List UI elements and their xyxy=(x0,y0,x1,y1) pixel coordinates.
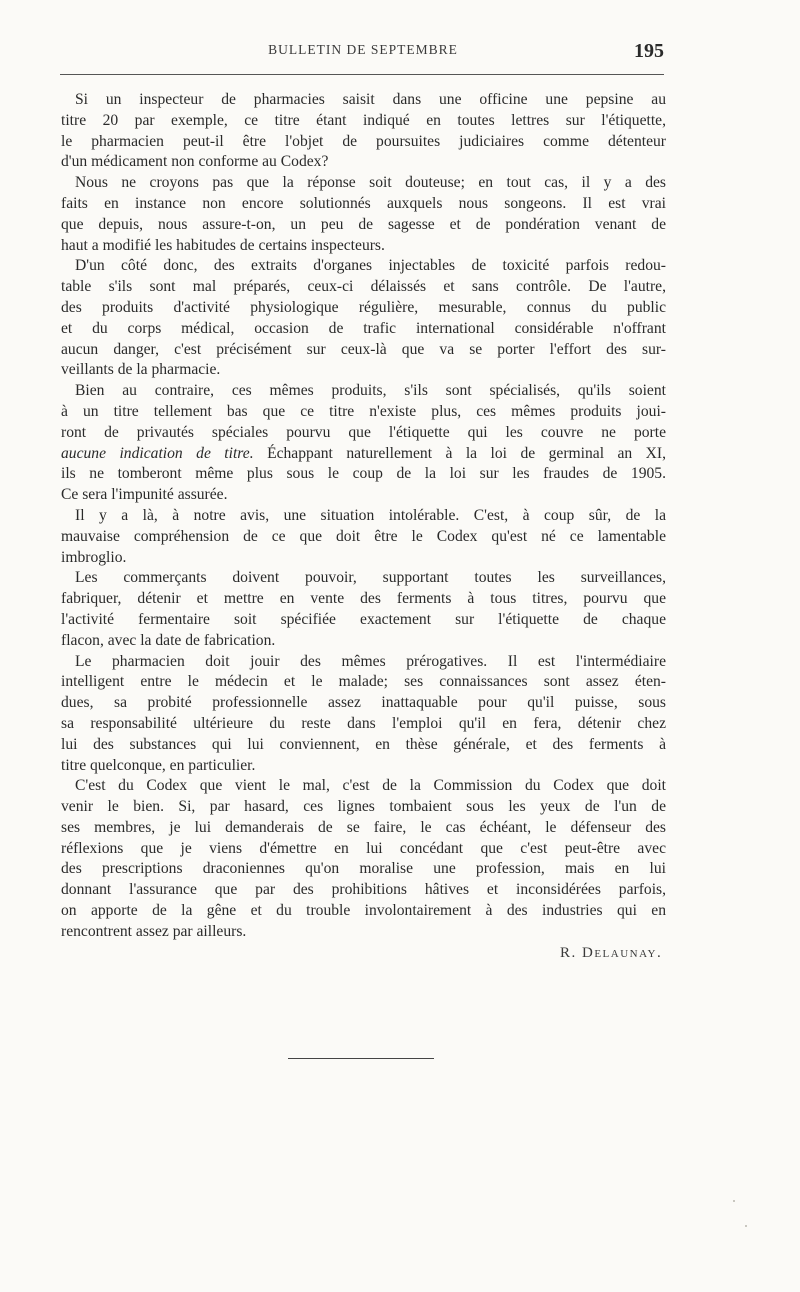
text-line: imbroglio. xyxy=(61,548,127,566)
running-title: BULLETIN DE SEPTEMBRE xyxy=(268,42,458,57)
text-line: des prescriptions draconiennes qu'on moralise une profession, mais en lui xyxy=(61,860,666,878)
text-line: Les commerçants doivent pouvoir, supportant toutes les surveillances, xyxy=(75,569,666,587)
article-body xyxy=(61,90,666,943)
text-line: d'un médicament non conforme au Codex? xyxy=(61,153,329,171)
text-line: D'un côté donc, des extraits d'organes injectables de toxicité parfois redou- xyxy=(75,257,666,275)
text-line: Bien au contraire, ces mêmes produits, s'ils sont spécialisés, qu'ils soient xyxy=(75,382,666,400)
text-line: que depuis, nous assure-t-on, un peu de sagesse et de pondération venant de xyxy=(61,215,666,233)
text-line: Le pharmacien doit jouir des mêmes prérogatives. Il est l'intermédiaire xyxy=(75,652,666,670)
text-line: lui des substances qui lui conviennent, en thèse générale, et des ferments à xyxy=(61,735,666,753)
text-line: ils ne tomberont même plus sous le coup de la loi sur les fraudes de 1905. xyxy=(61,465,666,483)
text-line: Nous ne croyons pas que la réponse soit douteuse; en tout cas, il y a des xyxy=(75,174,666,192)
text-line: flacon, avec la date de fabrication. xyxy=(61,631,276,649)
text-line: sa responsabilité ultérieure du reste dans l'emploi qu'il en fera, détenir chez xyxy=(61,714,666,732)
text-line: des produits d'activité physiologique régulière, mesurable, connus du public xyxy=(61,298,666,316)
text-line: dues, sa probité professionnelle assez inattaquable pour qu'il puisse, sous xyxy=(61,694,666,712)
text-line: et du corps médical, occasion de trafic international considérable n'offrant xyxy=(61,319,666,337)
text-line: réflexions que je viens d'émettre en lui concédant que c'est peut-être avec xyxy=(61,839,666,857)
text-line: à un titre tellement bas que ce titre n'existe plus, ces mêmes produits joui- xyxy=(61,402,666,420)
text-span: Échappant naturellement à la loi de germinal an XI, xyxy=(253,444,666,462)
text-line: venir le bien. Si, par hasard, ces lignes tombaient sous les yeux de l'un de xyxy=(61,798,666,816)
author-signature: R. Delaunay. xyxy=(560,945,663,961)
text-line-italic xyxy=(61,444,666,465)
text-line: fabriquer, détenir et mettre en vente des ferments à tous titres, pourvu que xyxy=(61,590,666,608)
paper-speck xyxy=(733,1200,735,1202)
text-line: table s'ils sont mal préparés, ceux-ci délaissés et sans contrôle. De l'autre, xyxy=(61,278,666,296)
text-line: intelligent entre le médecin et le malade; ses connaissances sont assez éten- xyxy=(61,673,666,691)
italic-phrase: aucune indication de titre. xyxy=(61,444,254,462)
text-line: mauvaise compréhension de ce que doit être le Codex qu'est né ce lamentable xyxy=(61,527,666,545)
text-line: Ce sera l'impunité assurée. xyxy=(61,486,228,504)
text-line: donnant l'assurance que par des prohibitions hâtives et inconsidérées parfois, xyxy=(61,881,666,899)
text-line: titre quelconque, en particulier. xyxy=(61,756,256,774)
text-line: haut a modifié les habitudes de certains inspecteurs. xyxy=(61,236,385,254)
text-line: ses membres, je lui demanderais de se faire, le cas échéant, le défenseur des xyxy=(61,818,666,836)
text-line: C'est du Codex que vient le mal, c'est de la Commission du Codex que doit xyxy=(75,777,666,795)
page-number: 195 xyxy=(634,40,664,62)
text-line: Si un inspecteur de pharmacies saisit dans une officine une pepsine au xyxy=(75,91,666,108)
text-line: ront de privautés spéciales pourvu que l'étiquette qui les couvre ne porte xyxy=(61,423,666,441)
end-rule xyxy=(288,1058,434,1059)
text-line: rencontrent assez par ailleurs. xyxy=(61,922,247,940)
text-line: on apporte de la gêne et du trouble involontairement à des industries qui en xyxy=(61,902,666,920)
header-rule xyxy=(60,74,664,75)
text-line: Il y a là, à notre avis, une situation intolérable. C'est, à coup sûr, de la xyxy=(75,506,666,524)
running-head xyxy=(62,40,664,64)
text-line: veillants de la pharmacie. xyxy=(61,361,221,379)
text-line: l'activité fermentaire soit spécifiée exactement sur l'étiquette de chaque xyxy=(61,610,666,628)
text-line: aucun danger, c'est précisément sur ceux-là que va se porter l'effort des sur- xyxy=(61,340,666,358)
text-line: faits en instance non encore solutionnés auxquels nous songeons. Il est vrai xyxy=(61,194,666,212)
text-line: titre 20 par exemple, ce titre étant indiqué en toutes lettres sur l'étiquette, xyxy=(61,111,666,129)
paper-speck xyxy=(745,1225,747,1227)
text-line: le pharmacien peut-il être l'objet de poursuites judiciaires comme détenteur xyxy=(61,132,666,150)
